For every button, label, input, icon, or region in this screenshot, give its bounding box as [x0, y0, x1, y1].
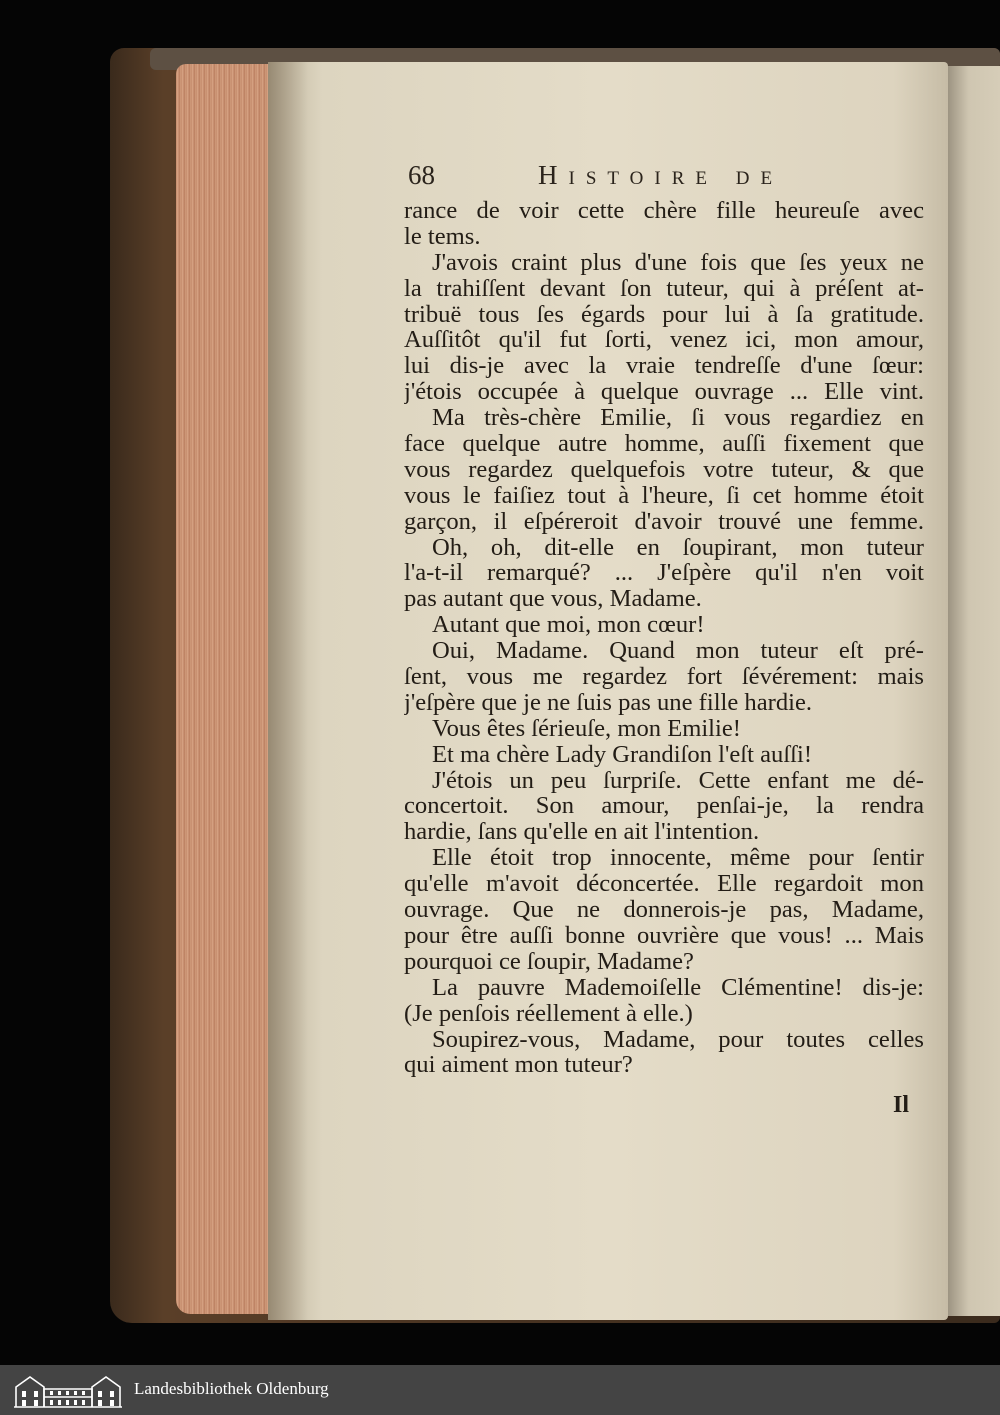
page-gutter-shadow — [268, 62, 308, 1320]
text-line: Ma très-chère Emilie, ſi vous regardiez en — [432, 405, 924, 432]
text-line: Soupirez-vous, Madame, pour toutes celles — [432, 1026, 924, 1053]
catchword: Il — [893, 1092, 910, 1118]
text-line: (Je penſois réellement à elle.) — [404, 1000, 693, 1027]
text-line: pas autant que vous, Madame. — [404, 586, 702, 613]
running-title: Histoire de — [538, 160, 784, 190]
text-line: Oh, oh, dit-elle en ſoupirant, mon tuteur — [432, 534, 924, 561]
text-line: lui dis-je avec la vraie tendreſſe d'une ſœur: — [404, 353, 924, 380]
text-line: rance de voir cette chère fille heureuſe avec — [404, 198, 924, 224]
text-line: Autant que moi, mon cœur! — [432, 612, 705, 639]
text-line: j'eſpère que je ne ſuis pas une fille hardie. — [404, 689, 813, 716]
text-line: tribuë tous ſes égards pour lui à ſa gratitude. — [404, 301, 924, 328]
page-number: 68 — [408, 160, 435, 190]
text-line: j'étois occupée à quelque ouvrage ... Elle vint. — [404, 379, 924, 406]
text-line: vous regardez quelquefois votre tuteur, & que — [404, 456, 924, 483]
text-line: Elle étoit trop innocente, même pour ſentir — [432, 845, 924, 872]
text-line: ſent, vous me regardez fort ſévérement: mais — [404, 664, 924, 690]
text-line: la trahiſſent devant ſon tuteur, qui à préſent at- — [404, 275, 924, 302]
text-line: La pauvre Mademoiſelle Clémentine! dis-je: — [432, 974, 924, 1001]
text-line: qu'elle m'avoit déconcertée. Elle regardoit mon — [404, 871, 924, 898]
page-edges — [176, 64, 276, 1314]
text-line: ouvrage. Que ne donnerois-je pas, Madame, — [404, 897, 924, 923]
text-line: le tems. — [404, 223, 481, 250]
text-line: face quelque autre homme, auſſi fixement que — [404, 431, 924, 457]
library-name: Landesbibliothek Oldenburg — [134, 1379, 329, 1398]
facing-page-edge — [948, 66, 1000, 1316]
footer-bar — [0, 1365, 1000, 1415]
library-building-icon — [12, 1371, 124, 1409]
text-line: hardie, ſans qu'elle en ait l'intention. — [404, 819, 760, 846]
text-line: J'avois craint plus d'une fois que ſes yeux ne — [432, 249, 924, 276]
text-line: Et ma chère Lady Grandiſon l'eſt auſſi! — [432, 741, 813, 768]
text-line: qui aiment mon tuteur? — [404, 1052, 633, 1079]
text-line: garçon, il eſpéreroit d'avoir trouvé une femme. — [404, 508, 924, 535]
text-line: J'étois un peu ſurpriſe. Cette enfant me dé- — [432, 767, 924, 794]
running-head — [408, 160, 928, 194]
text-line: concertoit. Son amour, penſai-je, la rendra — [404, 793, 924, 820]
text-line: Auſſitôt qu'il fut ſorti, venez ici, mon amour, — [404, 327, 924, 354]
text-line: vous le faiſiez tout à l'heure, ſi cet homme étoit — [404, 482, 924, 509]
text-line: Oui, Madame. Quand mon tuteur eſt pré- — [432, 638, 924, 665]
text-line: pourquoi ce ſoupir, Madame? — [404, 948, 694, 975]
text-line: pour être auſſi bonne ouvrière que vous! ... Mais — [404, 922, 924, 949]
page-text — [404, 198, 924, 1078]
text-line: Vous êtes ſérieuſe, mon Emilie! — [432, 715, 741, 742]
text-line: l'a-t-il remarqué? ... J'eſpère qu'il n'en voit — [404, 560, 924, 587]
